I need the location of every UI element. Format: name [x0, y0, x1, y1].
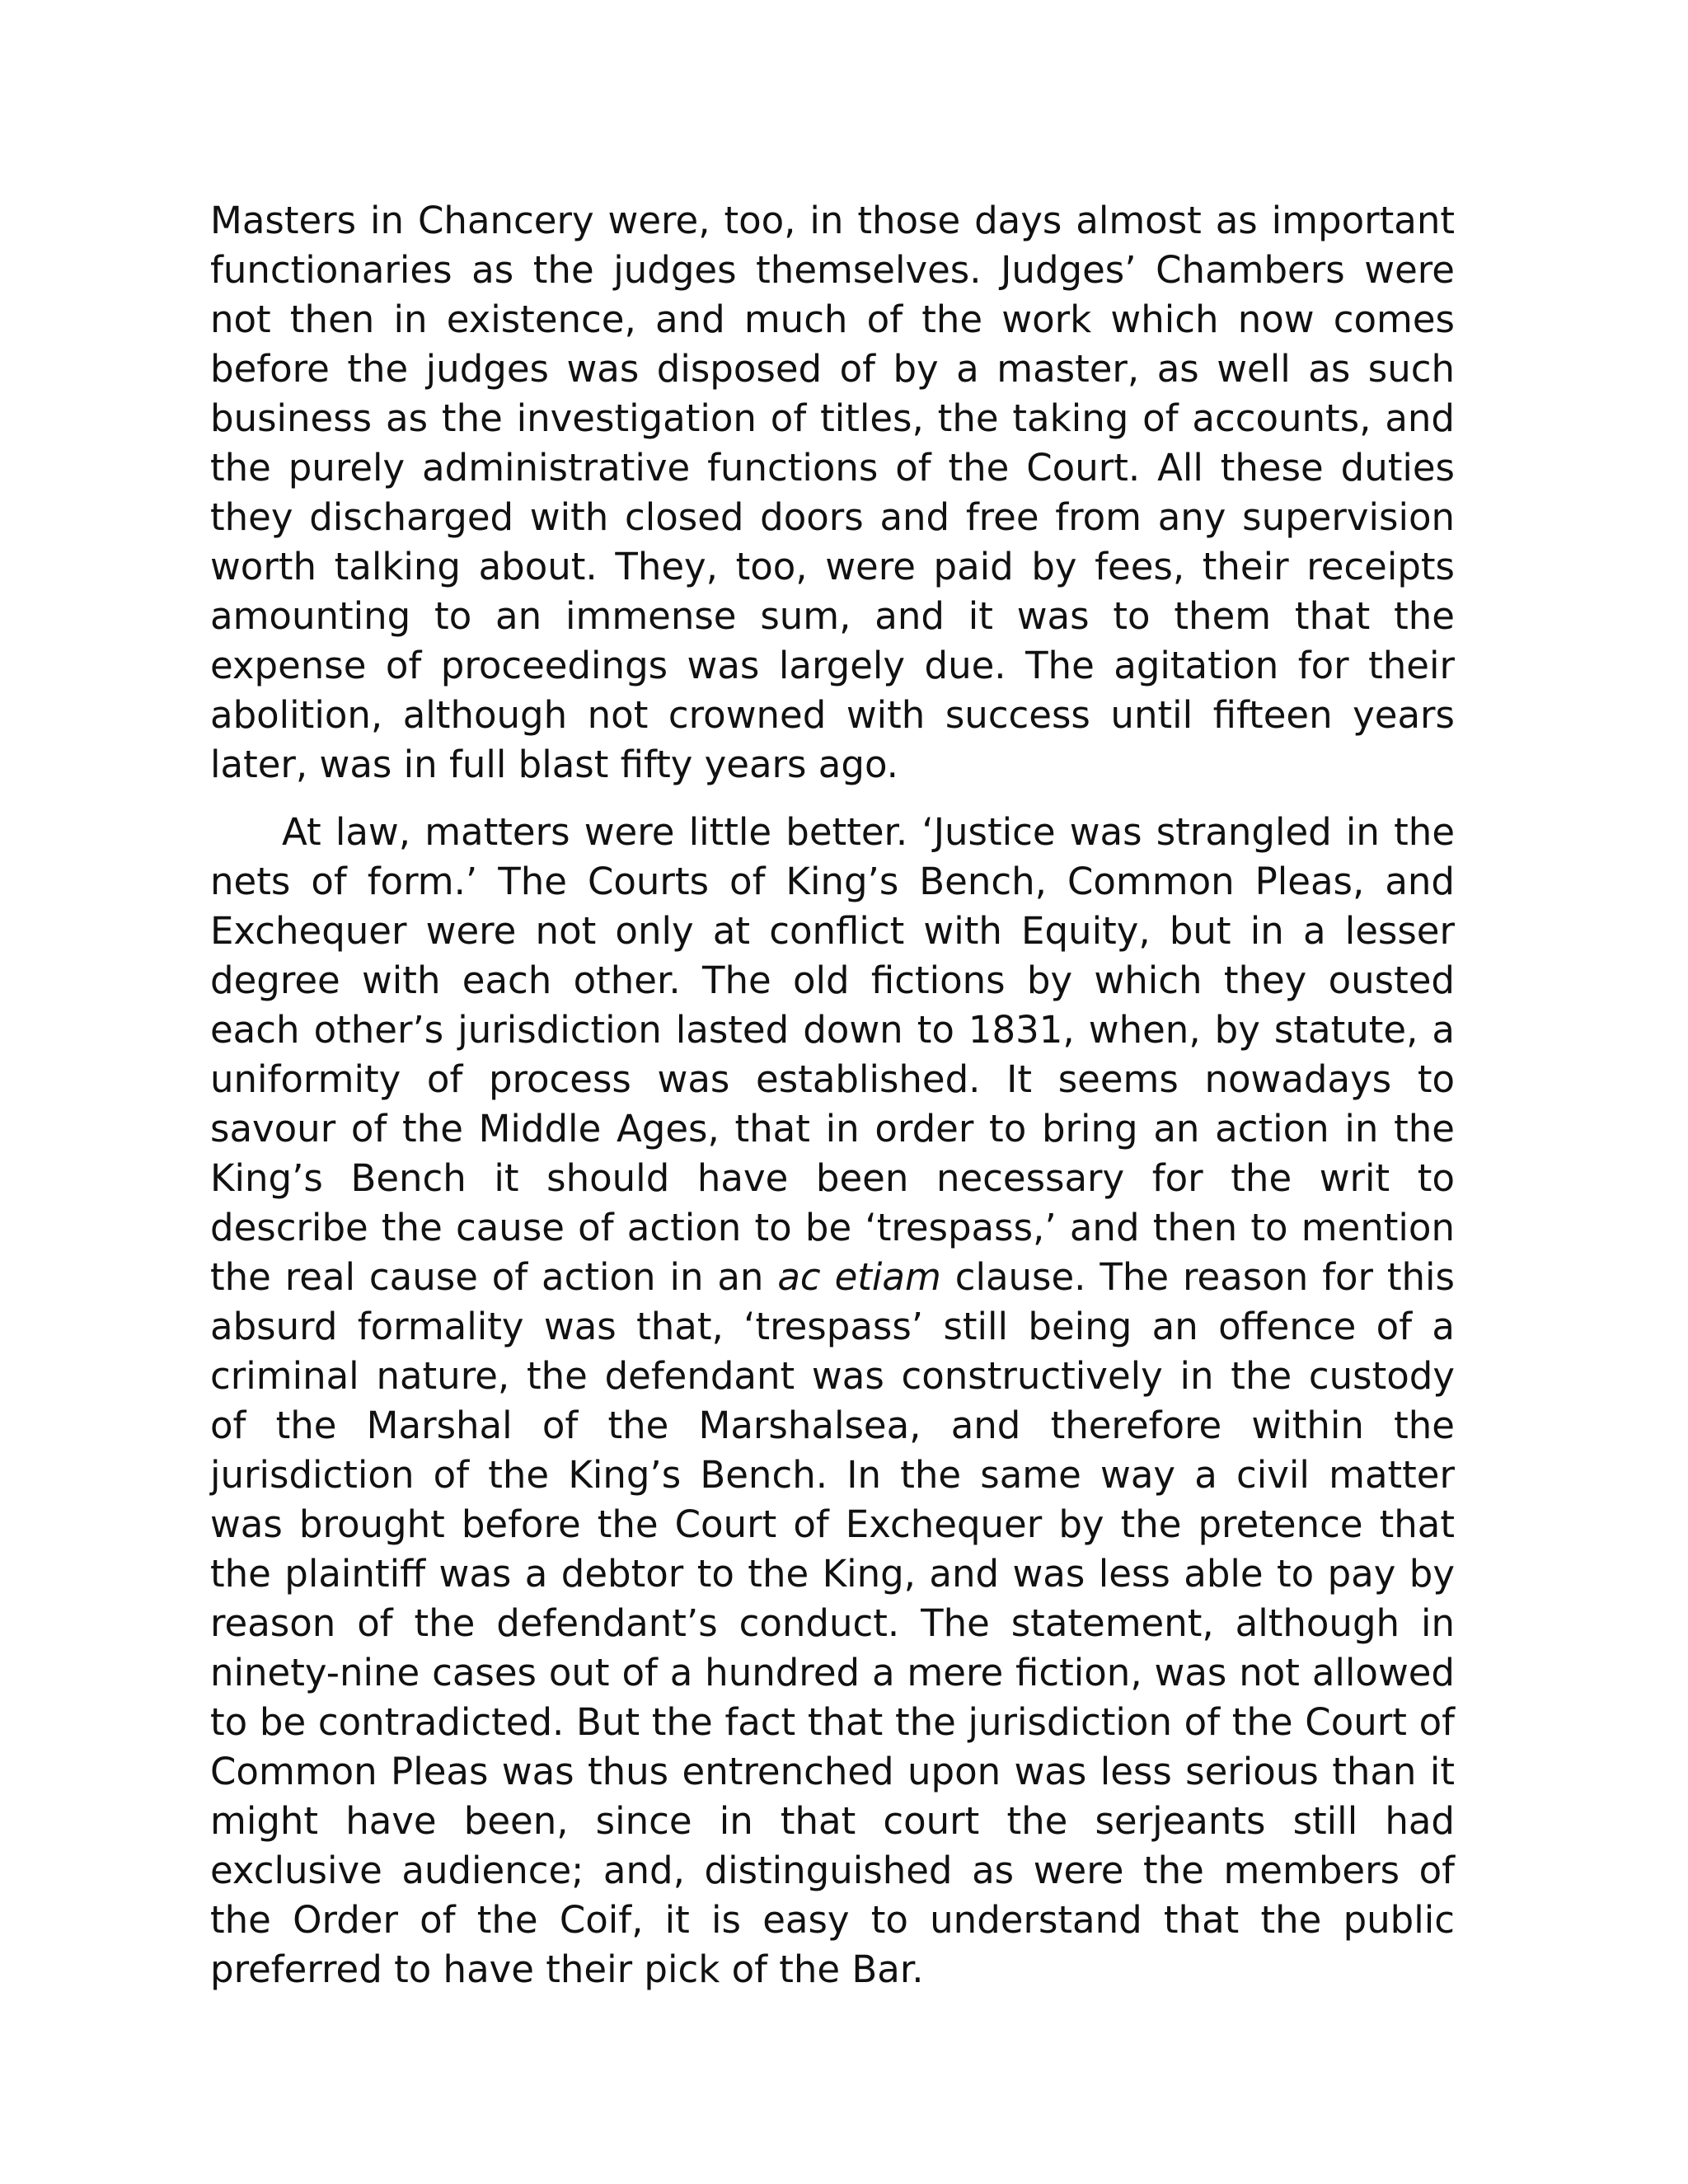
italic-phrase-ac-etiam: ac etiam	[777, 1255, 941, 1299]
paragraph-text: Masters in Chancery were, too, in those days almost as important functionaries as the judges themselves. Judges’ Chambers were not then in existence, and much of the work which now comes before the judges was disposed of by a master, as well as such business as the investigation of titles, the taking of accounts, and the purely administrative functions of the Court. All these duties they discharged with closed doors and free from any supervision worth talking about. They, too, were paid by fees, their receipts amounting to an immense sum, and it was to them that the expense of proceedings was largely due. The agitation for their abolition, although not crowned with success until fifteen years later, was in full blast fifty years ago.	[210, 199, 1455, 786]
paragraph-masters-in-chancery	[210, 196, 1455, 790]
document-page	[210, 196, 1455, 1994]
paragraph-at-law	[210, 808, 1455, 1994]
paragraph-text: clause. The reason for this absurd formality was that, ‘trespass’ still being an offence of a criminal nature, the defendant was constructively in the custody of the Marshal of the Marshalsea, and therefore within the jurisdiction of the King’s Bench. In the same way a civil matter was brought before the Court of Exchequer by the pretence that the plaintiff was a debtor to the King, and was less able to pay by reason of the defendant’s conduct. The statement, although in ninety-nine cases out of a hundred a mere fiction, was not allowed to be contradicted. But the fact that the jurisdiction of the Court of Common Pleas was thus entrenched upon was less serious than it might have been, since in that court the serjeants still had exclusive audience; and, distinguished as were the members of the Order of the Coif, it is easy to understand that the public preferred to have their pick of the Bar.	[210, 1255, 1455, 1991]
paragraph-text: At law, matters were little better. ‘Justice was strangled in the nets of form.’ The Courts of King’s Bench, Common Pleas, and Exchequer were not only at conflict with Equity, but in a lesser degree with each other. The old fictions by which they ousted each other’s jurisdiction lasted down to 1831, when, by statute, a uniformity of process was established. It seems nowadays to savour of the Middle Ages, that in order to bring an action in the King’s Bench it should have been necessary for the writ to describe the cause of action to be ‘trespass,’ and then to mention the real cause of action in an	[210, 810, 1455, 1299]
